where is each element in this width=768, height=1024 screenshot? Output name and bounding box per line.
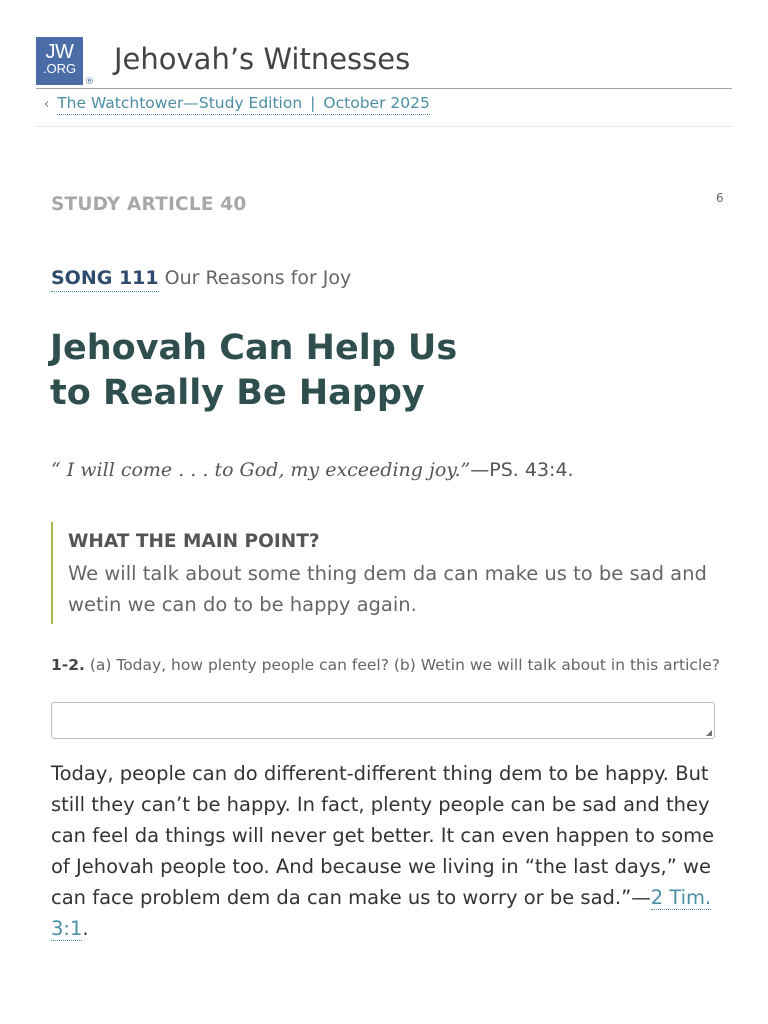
- article-paragraph: [51, 758, 731, 944]
- theme-quote: “ I will come . . . to God, my exceeding joy.”: [51, 459, 471, 481]
- chevron-left-icon[interactable]: ‹: [44, 97, 50, 112]
- main-point-text: We will talk about some thing dem da can make us to be sad and wetin we can do to be happy again.: [68, 562, 707, 616]
- breadcrumb-publication[interactable]: The Watchtower—Study Edition: [57, 94, 303, 112]
- study-article-label: STUDY ARTICLE 40: [51, 194, 247, 215]
- registered-mark: ®: [85, 77, 94, 87]
- paragraph-text: Today, people can do different-different thing dem to be happy. But still they can’t be happy. In fact, plenty people can be sad and they can feel da things will never get better. It can even happen to some of Jehovah people too. And because we living in “the last days,” we can face problem dem da can make us to worry or be sad.”—: [51, 762, 715, 909]
- main-point-box: [51, 522, 728, 624]
- page-number: 6: [716, 191, 724, 205]
- logo-org-text: .ORG: [42, 61, 77, 76]
- song-line: [51, 267, 351, 289]
- breadcrumb: [44, 94, 430, 112]
- breadcrumb-issue[interactable]: October 2025: [323, 94, 430, 112]
- song-number-link[interactable]: SONG 111: [51, 267, 159, 292]
- jw-org-logo[interactable]: [36, 37, 83, 85]
- breadcrumb-link[interactable]: [57, 94, 430, 115]
- resize-grip-icon[interactable]: ◢: [705, 728, 712, 737]
- scripture-link[interactable]: 2 Tim. 3:1: [51, 886, 712, 940]
- main-point-heading: WHAT THE MAIN POINT?: [68, 531, 320, 552]
- answer-input[interactable]: [51, 702, 715, 739]
- header-divider: [36, 126, 732, 127]
- article-title-line-1: Jehovah Can Help Us: [50, 328, 458, 368]
- paragraph-end: .: [82, 917, 89, 940]
- logo-jw-text: JW: [45, 41, 74, 63]
- site-header: [36, 36, 732, 89]
- question-number: 1-2.: [51, 656, 85, 674]
- article-title-line-2: to Really Be Happy: [50, 373, 425, 413]
- question-text: (a) Today, how plenty people can feel? (b) Wetin we will talk about in this article?: [89, 656, 721, 674]
- theme-scripture: [51, 459, 574, 481]
- breadcrumb-separator: |: [310, 94, 316, 112]
- article-title: [50, 326, 550, 416]
- site-title[interactable]: Jehovah’s Witnesses: [114, 42, 411, 76]
- study-question: [51, 656, 731, 674]
- song-title: Our Reasons for Joy: [164, 267, 352, 289]
- theme-reference: —PS. 43:4.: [470, 459, 574, 481]
